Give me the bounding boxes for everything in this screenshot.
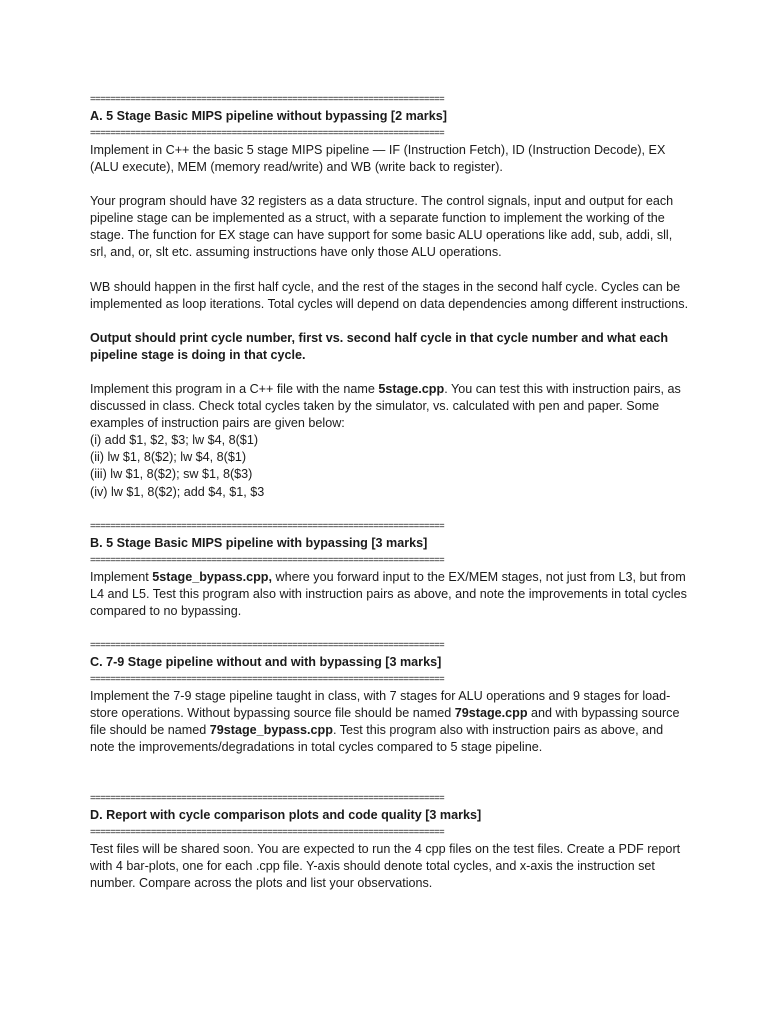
section-a-paragraph-5 bbox=[90, 381, 690, 432]
separator-line: ====================================================================== bbox=[90, 793, 445, 805]
text-span: Implement this program in a C++ file with the name bbox=[90, 381, 379, 396]
text-span: where you forward input to the EX/MEM stages, not just from L3, but from L4 and L5. Test this program also with instruction pairs as above, and note the improvements in total cycles compared to no bypassing. bbox=[90, 569, 687, 618]
text-span: . You can test this with instruction pairs, as discussed in class. Check total cycles taken by the simulator, vs. calculated with pen and paper. Some examples of instruction pairs are given below: bbox=[90, 381, 681, 431]
document-content bbox=[90, 91, 690, 893]
separator-line: ====================================================================== bbox=[90, 554, 445, 566]
separator-line: ====================================================================== bbox=[90, 128, 445, 139]
text-span: Implement bbox=[90, 569, 153, 584]
section-d-heading: D. Report with cycle comparison plots and code quality [3 marks] bbox=[90, 808, 482, 823]
text-span: and with bypassing source file should be named bbox=[90, 705, 680, 738]
filename-79stage: 79stage.cpp bbox=[454, 705, 528, 720]
section-b-paragraph bbox=[90, 569, 690, 620]
section-b-heading: B. 5 Stage Basic MIPS pipeline with bypassing [3 marks] bbox=[90, 535, 428, 550]
filename-79stage-bypass: 79stage_bypass.cpp bbox=[209, 723, 333, 738]
example-pair-1: (i) add $1, $2, $3; lw $4, 8($1) bbox=[90, 433, 259, 448]
example-pair-3: (iii) lw $1, 8($2); sw $1, 8($3) bbox=[90, 467, 253, 482]
separator-line: ====================================================================== bbox=[90, 639, 445, 651]
text-span: Implement the 7-9 stage pipeline taught in class, with 7 stages for ALU operations and 9 stages for load-store operations. Without bypassing source file should be named bbox=[90, 688, 671, 720]
section-a-output-requirement: Output should print cycle number, first vs. second half cycle in that cycle number and what each pipeline stage is doing in that cycle. bbox=[90, 330, 669, 362]
section-a-paragraph-1: Implement in C++ the basic 5 stage MIPS pipeline — IF (Instruction Fetch), ID (Instruction Decode), EX (ALU execute), MEM (memory read/write) and WB (write back to register). bbox=[90, 143, 666, 175]
text-span: . Test this program also with instruction pairs as above, and note the improvements/degradations in total cycles compared to 5 stage pipeline. bbox=[90, 723, 664, 755]
section-a-heading: A. 5 Stage Basic MIPS pipeline without bypassing [2 marks] bbox=[90, 109, 447, 123]
filename-5stage: 5stage.cpp bbox=[378, 381, 445, 396]
separator-line: ====================================================================== bbox=[90, 827, 445, 839]
separator-line: ====================================================================== bbox=[90, 94, 445, 105]
filename-5stage-bypass: 5stage_bypass.cpp, bbox=[152, 569, 272, 584]
section-c-heading: C. 7-9 Stage pipeline without and with bypassing [3 marks] bbox=[90, 654, 442, 669]
section-d-paragraph: Test files will be shared soon. You are expected to run the 4 cpp files on the test files. Create a PDF report with 4 bar-plots, one for each .cpp file. Y-axis should denote total cycles, and x-axis the instruction set number. Compare across the plots and list your observations. bbox=[90, 842, 681, 891]
example-pair-2: (ii) lw $1, 8($2); lw $4, 8($1) bbox=[90, 450, 247, 465]
section-a-paragraph-3: WB should happen in the first half cycle, and the rest of the stages in the second half cycle. Cycles can be implemented as loop iterations. Total cycles will depend on data dependencies among different instructions. bbox=[90, 279, 689, 311]
example-pair-4: (iv) lw $1, 8($2); add $4, $1, $3 bbox=[90, 484, 265, 499]
separator-line: ====================================================================== bbox=[90, 673, 445, 685]
separator-line: ====================================================================== bbox=[90, 520, 445, 532]
section-a-paragraph-2: Your program should have 32 registers as a data structure. The control signals, input and output for each pipeline stage can be implemented as a struct, with a separate function to implement the working of the stage. The function for EX stage can have support for some basic ALU operations like add, sub, addi, sll, srl, and, or, slt etc. assuming instructions have only those ALU operations. bbox=[90, 194, 674, 260]
section-c-paragraph bbox=[90, 688, 690, 756]
